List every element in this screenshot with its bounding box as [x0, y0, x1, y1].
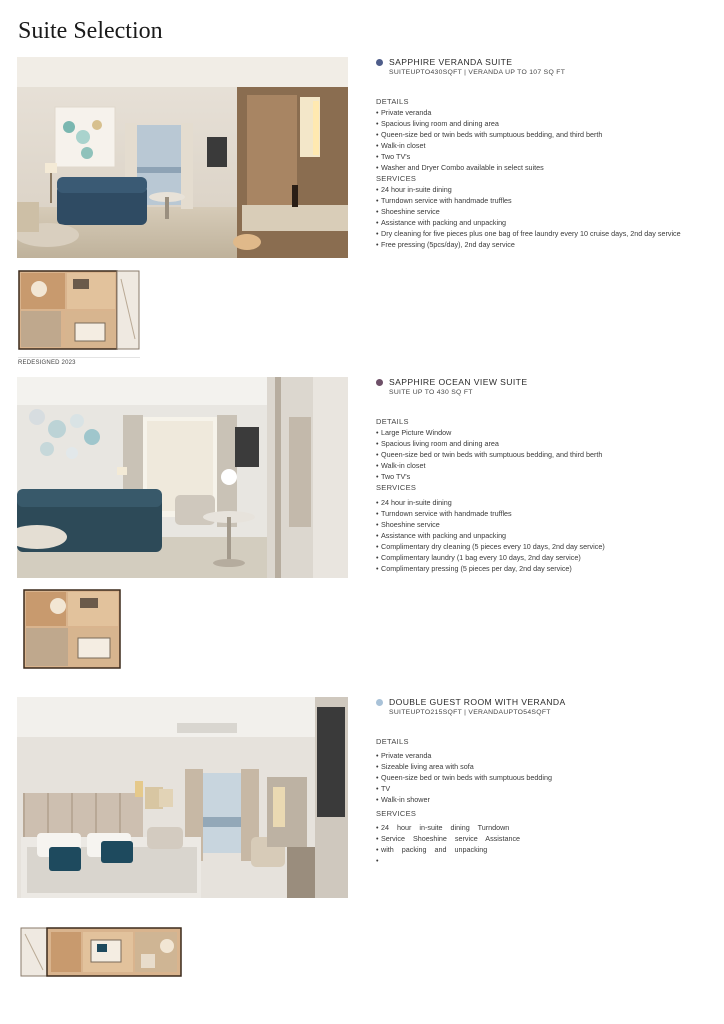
- list-item: • Queen-size bed or twin beds with sumptuous bedding, and third berth: [376, 129, 721, 140]
- list-item: • Two TV's: [376, 151, 721, 162]
- double-guest-room-photo: [17, 697, 348, 898]
- services-label: SERVICES: [376, 483, 417, 492]
- list-item: • 24 hour in-suite dining: [376, 184, 721, 195]
- list-item: • Walk-in closet: [376, 140, 721, 151]
- list-item: • Sizeable living area with sofa: [376, 761, 721, 772]
- suite-color-dot: [376, 699, 383, 706]
- list-item: • Dry cleaning for five pieces plus one bag of free laundry every 10 cruise days, 2nd day service: [376, 228, 721, 239]
- list-item: • 24 hour in-suite dining Turndown: [376, 822, 721, 833]
- list-item: • Two TV's: [376, 471, 721, 482]
- details-list: [376, 750, 721, 805]
- sapphire-ocean-view-suite-info: [376, 377, 721, 574]
- double-guest-room-info: [376, 697, 721, 855]
- list-item: • Private veranda: [376, 750, 721, 761]
- suite-name: SAPPHIRE VERANDA SUITE: [389, 57, 513, 67]
- sapphire-veranda-suite-floor-plan: [17, 269, 141, 351]
- redesigned-caption: REDESIGNED 2023: [18, 357, 140, 366]
- list-item: • TV: [376, 783, 721, 794]
- list-item: • Walk-in closet: [376, 460, 721, 471]
- list-item: • Spacious living room and dining area: [376, 438, 721, 449]
- suite-color-dot: [376, 59, 383, 66]
- details-label: DETAILS: [376, 737, 409, 746]
- suite-size: SUITE UP TO 430 SQ FT: [389, 389, 473, 396]
- sapphire-ocean-view-suite-floor-plan: [22, 588, 122, 670]
- services-list: [376, 822, 721, 855]
- services-label: SERVICES: [376, 809, 417, 818]
- list-item: • Shoeshine service: [376, 519, 721, 530]
- suite-size: SUITEUPTO430SQFT | VERANDA UP TO 107 SQ FT: [389, 69, 566, 76]
- list-item: • Turndown service with handmade truffles: [376, 195, 721, 206]
- list-item: • Free pressing (5pcs/day), 2nd day service: [376, 239, 721, 250]
- details-label: DETAILS: [376, 97, 409, 106]
- suite-heading: [376, 377, 721, 388]
- list-item: • Shoeshine service: [376, 206, 721, 217]
- suite-heading: [376, 697, 721, 708]
- page-title: Suite Selection: [18, 18, 163, 44]
- list-item: • Walk-in shower: [376, 794, 721, 805]
- list-item: • Spacious living room and dining area: [376, 118, 721, 129]
- list-item: • Turndown service with handmade truffles: [376, 508, 721, 519]
- list-item: • Private veranda: [376, 107, 721, 118]
- list-item: • Queen-size bed or twin beds with sumptuous bedding: [376, 772, 721, 783]
- list-item: • with packing and unpacking: [376, 844, 721, 855]
- details-list: [376, 107, 721, 173]
- double-guest-room-floor-plan: [17, 924, 183, 980]
- list-item: • Complimentary laundry (1 bag every 10 days, 2nd day service): [376, 552, 721, 563]
- list-item: • Large Picture Window: [376, 427, 721, 438]
- list-item: • Service Shoeshine service Assistance: [376, 833, 721, 844]
- list-item: • Complimentary dry cleaning (5 pieces every 10 days, 2nd day service): [376, 541, 721, 552]
- list-item: • Assistance with packing and unpacking: [376, 217, 721, 228]
- suite-name: SAPPHIRE OCEAN VIEW SUITE: [389, 377, 528, 387]
- list-item: • 24 hour in-suite dining: [376, 497, 721, 508]
- sapphire-ocean-view-suite-photo: [17, 377, 348, 578]
- sapphire-veranda-suite-info: [376, 57, 721, 250]
- details-label: DETAILS: [376, 417, 409, 426]
- sapphire-veranda-suite-photo: [17, 57, 348, 258]
- list-item: • Washer and Dryer Combo available in select suites: [376, 162, 721, 173]
- services-list: [376, 184, 721, 250]
- services-label: SERVICES: [376, 174, 417, 183]
- suite-heading: [376, 57, 721, 68]
- suite-color-dot: [376, 379, 383, 386]
- list-item: • Complimentary pressing (5 pieces per day, 2nd day service): [376, 563, 721, 574]
- services-list: [376, 497, 721, 574]
- details-list: [376, 427, 721, 482]
- suite-size: SUITEUPTO215SQFT | VERANDAUPTO54SQFT: [389, 709, 551, 716]
- suite-name: DOUBLE GUEST ROOM WITH VERANDA: [389, 697, 566, 707]
- list-item: • Assistance with packing and unpacking: [376, 530, 721, 541]
- list-item: • Queen-size bed or twin beds with sumptuous bedding, and third berth: [376, 449, 721, 460]
